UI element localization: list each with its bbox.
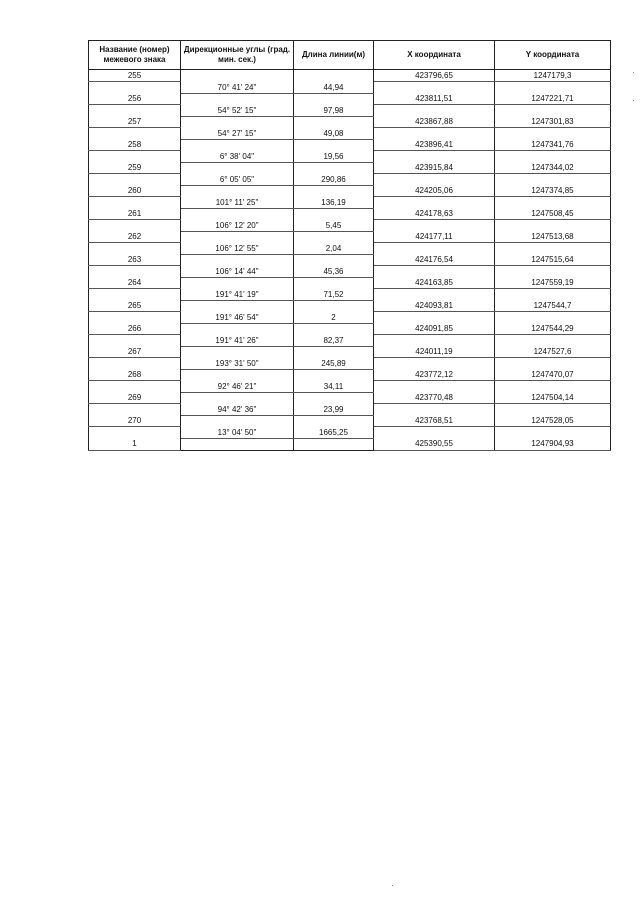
table-row-segment	[89, 128, 611, 140]
y-coordinate-cell: 1247544,29	[495, 323, 611, 335]
y-coordinate-cell: 1247344,02	[495, 162, 611, 174]
line-length-cell: 97,98	[294, 105, 374, 117]
header-directional-angle: Дирекционные углы (град. мин. сек.)	[181, 41, 294, 70]
marker-name-cell: 260	[89, 185, 181, 197]
empty-cell	[374, 427, 495, 439]
header-line-length: Длина линии(м)	[294, 41, 374, 70]
empty-cell	[89, 404, 181, 416]
x-coordinate-cell: 424178,63	[374, 208, 495, 220]
scan-speck	[392, 885, 393, 886]
empty-cell	[374, 128, 495, 140]
empty-cell	[294, 369, 374, 381]
empty-cell	[181, 208, 294, 220]
directional-angle-cell: 94° 42' 36"	[181, 404, 294, 416]
y-coordinate-cell: 1247179,3	[495, 70, 611, 82]
empty-cell	[294, 346, 374, 358]
coordinates-sheet	[88, 40, 610, 451]
table-body	[89, 70, 611, 451]
empty-cell	[294, 392, 374, 404]
empty-cell	[495, 174, 611, 186]
empty-cell	[495, 128, 611, 140]
empty-cell	[294, 70, 374, 82]
x-coordinate-cell: 423867,88	[374, 116, 495, 128]
line-length-cell: 82,37	[294, 335, 374, 347]
empty-cell	[89, 358, 181, 370]
empty-cell	[181, 254, 294, 266]
line-length-cell: 2,04	[294, 243, 374, 255]
table-row-segment	[89, 289, 611, 301]
table-row-point	[89, 346, 611, 358]
empty-cell	[495, 312, 611, 324]
table-row-point	[89, 139, 611, 151]
x-coordinate-cell: 424093,81	[374, 300, 495, 312]
directional-angle-cell: 191° 41' 19"	[181, 289, 294, 301]
marker-name-cell: 1	[89, 438, 181, 450]
marker-name-cell: 265	[89, 300, 181, 312]
empty-cell	[181, 116, 294, 128]
y-coordinate-cell: 1247513,68	[495, 231, 611, 243]
empty-cell	[374, 82, 495, 94]
empty-cell	[374, 151, 495, 163]
empty-cell	[181, 93, 294, 105]
empty-cell	[89, 289, 181, 301]
empty-cell	[181, 323, 294, 335]
directional-angle-cell: 6° 38' 04"	[181, 151, 294, 163]
y-coordinate-cell: 1247341,76	[495, 139, 611, 151]
empty-cell	[89, 197, 181, 209]
line-length-cell: 136,19	[294, 197, 374, 209]
directional-angle-cell: 54° 27' 15"	[181, 128, 294, 140]
directional-angle-cell: 13° 04' 50"	[181, 427, 294, 439]
x-coordinate-cell: 424177,11	[374, 231, 495, 243]
table-row-segment	[89, 105, 611, 117]
line-length-cell: 49,08	[294, 128, 374, 140]
x-coordinate-cell: 424176,54	[374, 254, 495, 266]
empty-cell	[495, 105, 611, 117]
x-coordinate-cell: 423915,84	[374, 162, 495, 174]
empty-cell	[374, 312, 495, 324]
marker-name-cell: 266	[89, 323, 181, 335]
marker-name-cell: 268	[89, 369, 181, 381]
empty-cell	[181, 346, 294, 358]
empty-cell	[294, 139, 374, 151]
y-coordinate-cell: 1247544,7	[495, 300, 611, 312]
empty-cell	[89, 220, 181, 232]
x-coordinate-cell: 423772,12	[374, 369, 495, 381]
marker-name-cell: 255	[89, 70, 181, 82]
empty-cell	[294, 116, 374, 128]
x-coordinate-cell: 423811,51	[374, 93, 495, 105]
marker-name-cell: 267	[89, 346, 181, 358]
scan-speck	[633, 100, 634, 101]
empty-cell	[294, 254, 374, 266]
empty-cell	[89, 312, 181, 324]
empty-cell	[294, 231, 374, 243]
line-length-cell: 23,99	[294, 404, 374, 416]
empty-cell	[495, 197, 611, 209]
empty-cell	[181, 369, 294, 381]
x-coordinate-cell: 424011,19	[374, 346, 495, 358]
marker-name-cell: 269	[89, 392, 181, 404]
empty-cell	[294, 277, 374, 289]
empty-cell	[495, 427, 611, 439]
table-row-point	[89, 323, 611, 335]
empty-cell	[181, 139, 294, 151]
marker-name-cell: 258	[89, 139, 181, 151]
table-row-segment	[89, 358, 611, 370]
marker-name-cell: 257	[89, 116, 181, 128]
table-header-row	[89, 41, 611, 70]
header-y-coordinate: Y координата	[495, 41, 611, 70]
empty-cell	[181, 438, 294, 450]
empty-cell	[294, 300, 374, 312]
empty-cell	[374, 105, 495, 117]
table-row-point	[89, 438, 611, 450]
y-coordinate-cell: 1247470,07	[495, 369, 611, 381]
table-row-point	[89, 415, 611, 427]
directional-angle-cell: 92° 46' 21"	[181, 381, 294, 393]
boundary-points-table	[88, 40, 611, 451]
line-length-cell: 2	[294, 312, 374, 324]
empty-cell	[374, 335, 495, 347]
directional-angle-cell: 101° 11' 25"	[181, 197, 294, 209]
empty-cell	[495, 381, 611, 393]
table-row-point	[89, 185, 611, 197]
empty-cell	[495, 220, 611, 232]
empty-cell	[495, 243, 611, 255]
empty-cell	[181, 70, 294, 82]
table-row-segment	[89, 404, 611, 416]
table-row-segment	[89, 151, 611, 163]
table-row-point	[89, 208, 611, 220]
table-row-point	[89, 392, 611, 404]
empty-cell	[495, 151, 611, 163]
empty-cell	[89, 266, 181, 278]
empty-cell	[294, 415, 374, 427]
directional-angle-cell: 191° 41' 26"	[181, 335, 294, 347]
empty-cell	[294, 438, 374, 450]
y-coordinate-cell: 1247221,71	[495, 93, 611, 105]
y-coordinate-cell: 1247559,19	[495, 277, 611, 289]
empty-cell	[181, 162, 294, 174]
empty-cell	[495, 289, 611, 301]
empty-cell	[89, 128, 181, 140]
table-row-segment	[89, 197, 611, 209]
x-coordinate-cell: 424205,06	[374, 185, 495, 197]
marker-name-cell: 264	[89, 277, 181, 289]
empty-cell	[374, 358, 495, 370]
table-row-point	[89, 231, 611, 243]
table-row-point	[89, 254, 611, 266]
x-coordinate-cell: 423796,65	[374, 70, 495, 82]
line-length-cell: 5,45	[294, 220, 374, 232]
empty-cell	[374, 174, 495, 186]
empty-cell	[181, 300, 294, 312]
empty-cell	[374, 266, 495, 278]
y-coordinate-cell: 1247301,83	[495, 116, 611, 128]
y-coordinate-cell: 1247527,6	[495, 346, 611, 358]
table-row-segment	[89, 220, 611, 232]
table-row-point	[89, 369, 611, 381]
header-x-coordinate: X координата	[374, 41, 495, 70]
x-coordinate-cell: 425390,55	[374, 438, 495, 450]
empty-cell	[294, 323, 374, 335]
directional-angle-cell: 106° 12' 55"	[181, 243, 294, 255]
line-length-cell: 19,56	[294, 151, 374, 163]
empty-cell	[294, 162, 374, 174]
directional-angle-cell: 70° 41' 24"	[181, 82, 294, 94]
marker-name-cell: 270	[89, 415, 181, 427]
table-row-point	[89, 277, 611, 289]
table-row-segment	[89, 335, 611, 347]
empty-cell	[495, 335, 611, 347]
empty-cell	[495, 266, 611, 278]
marker-name-cell: 256	[89, 93, 181, 105]
empty-cell	[89, 151, 181, 163]
line-length-cell: 71,52	[294, 289, 374, 301]
y-coordinate-cell: 1247528,05	[495, 415, 611, 427]
table-row-segment	[89, 381, 611, 393]
empty-cell	[181, 277, 294, 289]
x-coordinate-cell: 423768,51	[374, 415, 495, 427]
directional-angle-cell: 106° 12' 20"	[181, 220, 294, 232]
y-coordinate-cell: 1247504,14	[495, 392, 611, 404]
empty-cell	[294, 185, 374, 197]
table-row-point	[89, 116, 611, 128]
table-row-segment	[89, 82, 611, 94]
empty-cell	[181, 392, 294, 404]
x-coordinate-cell: 424091,85	[374, 323, 495, 335]
line-length-cell: 245,89	[294, 358, 374, 370]
table-row-point	[89, 93, 611, 105]
empty-cell	[89, 174, 181, 186]
marker-name-cell: 259	[89, 162, 181, 174]
y-coordinate-cell: 1247515,64	[495, 254, 611, 266]
empty-cell	[181, 185, 294, 197]
table-row-point	[89, 300, 611, 312]
directional-angle-cell: 54° 52' 15"	[181, 105, 294, 117]
header-marker-name: Название (номер) межевого знака	[89, 41, 181, 70]
empty-cell	[495, 404, 611, 416]
empty-cell	[294, 93, 374, 105]
line-length-cell: 44,94	[294, 82, 374, 94]
directional-angle-cell: 191° 46' 54"	[181, 312, 294, 324]
x-coordinate-cell: 423896,41	[374, 139, 495, 151]
empty-cell	[495, 358, 611, 370]
empty-cell	[374, 404, 495, 416]
table-row-point	[89, 162, 611, 174]
empty-cell	[181, 415, 294, 427]
line-length-cell: 1665,25	[294, 427, 374, 439]
marker-name-cell: 263	[89, 254, 181, 266]
table-row-segment	[89, 427, 611, 439]
x-coordinate-cell: 423770,48	[374, 392, 495, 404]
empty-cell	[374, 289, 495, 301]
empty-cell	[374, 381, 495, 393]
empty-cell	[89, 427, 181, 439]
marker-name-cell: 262	[89, 231, 181, 243]
line-length-cell: 45,36	[294, 266, 374, 278]
empty-cell	[374, 220, 495, 232]
empty-cell	[89, 105, 181, 117]
table-row-segment	[89, 266, 611, 278]
y-coordinate-cell: 1247508,45	[495, 208, 611, 220]
empty-cell	[89, 243, 181, 255]
table-row-segment	[89, 174, 611, 186]
marker-name-cell: 261	[89, 208, 181, 220]
y-coordinate-cell: 1247904,93	[495, 438, 611, 450]
directional-angle-cell: 106° 14' 44"	[181, 266, 294, 278]
empty-cell	[495, 82, 611, 94]
x-coordinate-cell: 424163,85	[374, 277, 495, 289]
directional-angle-cell: 6° 05' 05"	[181, 174, 294, 186]
empty-cell	[89, 82, 181, 94]
empty-cell	[181, 231, 294, 243]
table-row-segment	[89, 243, 611, 255]
empty-cell	[294, 208, 374, 220]
empty-cell	[89, 335, 181, 347]
directional-angle-cell: 193° 31' 50"	[181, 358, 294, 370]
line-length-cell: 34,11	[294, 381, 374, 393]
empty-cell	[374, 197, 495, 209]
empty-cell	[374, 243, 495, 255]
table-row-segment	[89, 312, 611, 324]
empty-cell	[89, 381, 181, 393]
line-length-cell: 290,86	[294, 174, 374, 186]
table-row-point	[89, 70, 611, 82]
y-coordinate-cell: 1247374,85	[495, 185, 611, 197]
scan-speck	[633, 72, 634, 73]
